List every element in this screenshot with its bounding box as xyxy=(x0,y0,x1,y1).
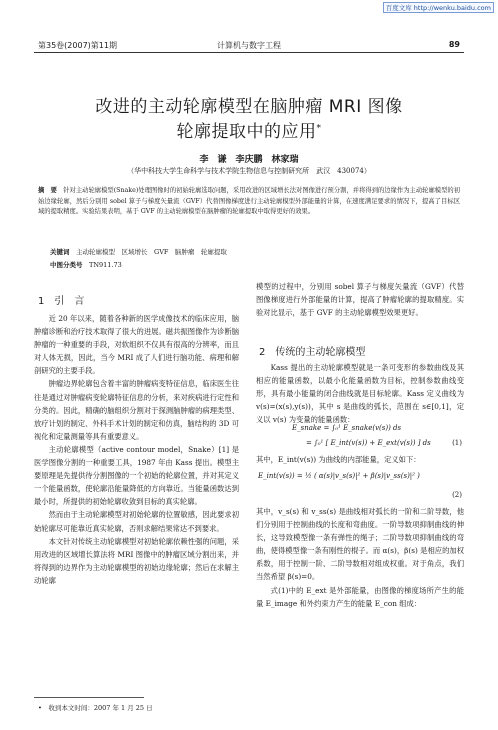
title-text: 轮廓提取中的应用 xyxy=(176,122,317,142)
section-1-heading: 1 引 言 xyxy=(38,296,85,307)
header-page-number: 89 xyxy=(448,40,460,49)
paragraph: 其中，v_s(s) 和 v_ss(s) 是曲线相对弧长的一阶和二阶导数，他们分别用于控制曲线的长度和弯曲度。一阶导数项抑制曲线的伸长，这导致模型像一条有弹性的绳子；二阶导数项抑制曲线的弯曲，使得模型像一条有刚性的棍子。而 α(s)，β(s) 是相应的加权系数，用于控制一阶、二阶导数相对组成权重。对于角点，我们当然希望 β(s)=0。 xyxy=(256,507,464,582)
footnote-received-date: • 收到本文时间：2007 年 1 月 25 日 xyxy=(38,704,153,712)
abstract-label: 摘 要 xyxy=(38,187,57,194)
equation-2: E_int(v(s)) = ½ ( α(s)|v_s(s)|² + β(s)|v_ss(s)|² ) xyxy=(258,472,420,480)
paragraph: 主动轮廓模型（active contour model，Snake）[1] 是医学图像分割的一种重要工具，1987 年由 Kass 提出。模型主要原理是先提供待分割图像的一个初始的轮廓位置，并对其定义一个能量函数，使轮廓沿能量降低的方向靠近。当能量函数达到最小时，所提供的初始轮廓收敛到目标的真实轮廓。 xyxy=(34,444,239,507)
keywords-text: 主动轮廓模型 区域增长 GVF 脑肿瘤 轮廓提取 xyxy=(76,248,227,256)
paragraph: 其中，E_int(v(s)) 为曲线的内部能量，定义如下： xyxy=(256,455,421,464)
equation-1-line-a: E_snake = ∫₀¹ E_snake(v(s)) ds xyxy=(292,424,402,432)
classification xyxy=(50,260,122,269)
header-journal: 第35卷(2007)第11期 xyxy=(38,41,117,50)
watermark-badge: 百度文库 http://wenku.baidu.com xyxy=(383,2,494,13)
left-column xyxy=(34,312,239,587)
title-footnote-mark: * xyxy=(316,123,322,134)
authors: 李 谦 李庆鹏 林家瑞 xyxy=(199,155,299,165)
paper-title-line1: 改进的主动轮廓模型在脑肿瘤 MRI 图像 xyxy=(95,97,403,117)
paragraph: 模型的过程中，分别用 sobel 算子与梯度矢量流（GVF）代替图像梯度进行外部能量的计算，提高了肿瘤轮廓的提取精度。实验对比显示，基于 GVF 的主动轮廓模型效果更好。 xyxy=(256,282,464,318)
classification-label: 中图分类号 xyxy=(50,261,83,269)
paragraph: Kass 提出的主动轮廓模型就是一条可变形的参数曲线及其相应的能量函数，以最小化能量函数为目标，控制参数曲线变形，具有最小能量的闭合曲线就是目标轮廓。Kass 定义曲线为 v(s)=(x(s),y(s))，其中 s 是曲线的弧长，范围在 s∈[0,1]，定义以 v(s) 为变量的能量函数： xyxy=(256,363,464,425)
section-2-heading: 2 传统的主动轮廓模型 xyxy=(259,347,366,358)
equation-1-line-b: = ∫₀¹ [ E_int(v(s)) + E_ext(v(s)) ] ds xyxy=(306,439,431,447)
paper-title-line2 xyxy=(0,117,498,142)
header-title: 计算机与数字工程 xyxy=(217,41,281,50)
paragraph: 式(1)中的 E_ext 是外部能量，由图像的梯度场所产生的能量 E_image 和外约束力产生的能量 E_con 组成： xyxy=(256,585,464,608)
right-column-body xyxy=(256,361,464,426)
affiliation: （华中科技大学生命科学与技术学院生物信息与控制研究所 武汉 430074） xyxy=(127,167,371,175)
paragraph: 肿瘤边界轮廓包含着丰富的肿瘤病变特征信息，临床医生往往是通过对肿瘤病变轮廓特征信息的分析，来对疾病进行定性和分类的。因此，精确的脑组织分割对于探测脑肿瘤的病理类型、放疗计划的制定、外科手术计划的制定和仿真，脑结构的 3D 可视化和定量测量等具有重要意义。 xyxy=(34,379,239,441)
equation-2-number: (2) xyxy=(452,491,462,499)
abstract xyxy=(38,186,460,218)
keywords-label: 关键词 xyxy=(50,248,70,256)
keywords xyxy=(50,247,227,256)
right-column-text-2 xyxy=(256,453,464,466)
footnote-rule xyxy=(34,697,144,698)
right-column-intro xyxy=(256,280,464,319)
paragraph: 然而由于主动轮廓模型对初始轮廓的位置敏感，因此要求初始轮廓尽可能靠近真实轮廓，否则求解结果常达不到要求。 xyxy=(34,510,239,533)
paragraph: 近 20 年以来，随着各种新的医学成像技术的临床应用，脑肿瘤诊断和治疗技术取得了很大的进展。磁共振图像作为诊断脑肿瘤的一种重要的手段，对软组织不仅具有很高的分辨率，而且对人体无损，因此，当今 MRI 成了人们进行脑功能、病理和解剖研究的主要手段。 xyxy=(34,314,239,376)
right-column-text-3 xyxy=(256,505,464,610)
header-rule xyxy=(34,52,464,53)
abstract-text: 针对主动轮廓模型(Snake)处理图像时的初始轮廓选取问题，采用改进的区域增长法对图像进行预分割，并将得到的边缘作为主动轮廓模型的初始边缘轮廓，然后分别用 sobel 算子与梯度矢量流（GVF）代替图像梯度进行主动轮廓模型外部能量的计算，在速度满足要求的情况下，提高了目标区域的提取精度。实验结果表明，基于 GVF 的主动轮廓模型在脑肿瘤的轮廓提取中取得更好的效果。 xyxy=(38,187,461,215)
equation-1-number: (1) xyxy=(452,439,462,447)
paragraph: 本文针对传统主动轮廓模型对初始轮廓依赖性强的问题，采用改进的区域增长算法将 MRI 图像中的肿瘤区域分割出来，并将得到的边界作为主动轮廓模型的初始边缘轮廓；然后在求解主动轮廓 xyxy=(34,536,239,585)
classification-number: TN911.73 xyxy=(89,261,122,269)
